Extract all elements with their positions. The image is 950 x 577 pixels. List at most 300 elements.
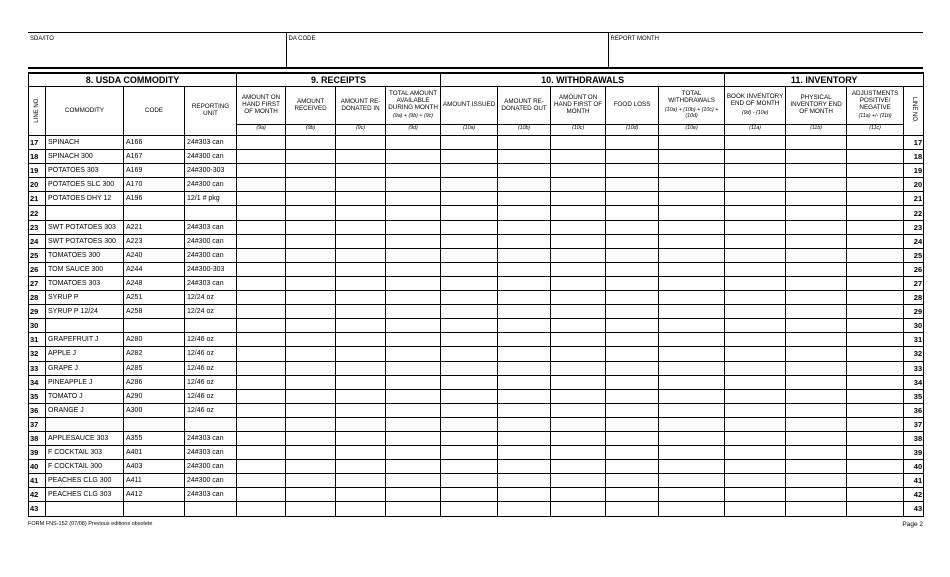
- entry-cell[interactable]: [847, 164, 904, 178]
- entry-cell[interactable]: [847, 431, 904, 445]
- entry-cell[interactable]: [786, 276, 847, 290]
- entry-cell[interactable]: [286, 305, 336, 319]
- entry-cell[interactable]: [237, 389, 286, 403]
- entry-cell[interactable]: [441, 446, 498, 460]
- entry-cell[interactable]: [386, 276, 441, 290]
- entry-cell[interactable]: [606, 136, 659, 150]
- entry-cell[interactable]: [659, 347, 725, 361]
- entry-cell[interactable]: [386, 347, 441, 361]
- entry-cell[interactable]: [386, 474, 441, 488]
- entry-cell[interactable]: [551, 234, 606, 248]
- entry-cell[interactable]: [286, 474, 336, 488]
- entry-cell[interactable]: [725, 234, 786, 248]
- entry-cell[interactable]: [237, 319, 286, 333]
- entry-cell[interactable]: [551, 460, 606, 474]
- entry-cell[interactable]: [551, 417, 606, 431]
- entry-cell[interactable]: [606, 234, 659, 248]
- entry-cell[interactable]: [659, 276, 725, 290]
- entry-cell[interactable]: [725, 150, 786, 164]
- entry-cell[interactable]: [237, 291, 286, 305]
- entry-cell[interactable]: [386, 417, 441, 431]
- entry-cell[interactable]: [786, 220, 847, 234]
- entry-cell[interactable]: [498, 136, 551, 150]
- entry-cell[interactable]: [441, 502, 498, 516]
- entry-cell[interactable]: [386, 220, 441, 234]
- entry-cell[interactable]: [725, 319, 786, 333]
- entry-cell[interactable]: [725, 361, 786, 375]
- entry-cell[interactable]: [386, 150, 441, 164]
- entry-cell[interactable]: [659, 403, 725, 417]
- entry-cell[interactable]: [786, 262, 847, 276]
- entry-cell[interactable]: [336, 403, 386, 417]
- entry-cell[interactable]: [336, 347, 386, 361]
- entry-cell[interactable]: [659, 164, 725, 178]
- entry-cell[interactable]: [286, 333, 336, 347]
- entry-cell[interactable]: [237, 206, 286, 220]
- entry-cell[interactable]: [786, 164, 847, 178]
- entry-cell[interactable]: [336, 262, 386, 276]
- entry-cell[interactable]: [336, 206, 386, 220]
- entry-cell[interactable]: [786, 361, 847, 375]
- entry-cell[interactable]: [336, 291, 386, 305]
- entry-cell[interactable]: [237, 192, 286, 206]
- entry-cell[interactable]: [286, 446, 336, 460]
- entry-cell[interactable]: [386, 460, 441, 474]
- entry-cell[interactable]: [786, 502, 847, 516]
- entry-cell[interactable]: [336, 446, 386, 460]
- entry-cell[interactable]: [659, 192, 725, 206]
- entry-cell[interactable]: [498, 333, 551, 347]
- entry-cell[interactable]: [847, 276, 904, 290]
- entry-cell[interactable]: [725, 178, 786, 192]
- entry-cell[interactable]: [441, 305, 498, 319]
- entry-cell[interactable]: [237, 305, 286, 319]
- entry-cell[interactable]: [786, 347, 847, 361]
- entry-cell[interactable]: [336, 248, 386, 262]
- entry-cell[interactable]: [725, 220, 786, 234]
- entry-cell[interactable]: [847, 319, 904, 333]
- entry-cell[interactable]: [551, 488, 606, 502]
- entry-cell[interactable]: [441, 319, 498, 333]
- entry-cell[interactable]: [386, 375, 441, 389]
- entry-cell[interactable]: [659, 150, 725, 164]
- entry-cell[interactable]: [606, 417, 659, 431]
- entry-cell[interactable]: [659, 488, 725, 502]
- entry-cell[interactable]: [498, 460, 551, 474]
- entry-cell[interactable]: [606, 502, 659, 516]
- entry-cell[interactable]: [725, 136, 786, 150]
- entry-cell[interactable]: [386, 206, 441, 220]
- entry-cell[interactable]: [847, 234, 904, 248]
- entry-cell[interactable]: [551, 319, 606, 333]
- entry-cell[interactable]: [286, 375, 336, 389]
- entry-cell[interactable]: [498, 446, 551, 460]
- entry-cell[interactable]: [725, 192, 786, 206]
- entry-cell[interactable]: [441, 347, 498, 361]
- entry-cell[interactable]: [659, 375, 725, 389]
- entry-cell[interactable]: [551, 403, 606, 417]
- entry-cell[interactable]: [386, 446, 441, 460]
- entry-cell[interactable]: [786, 417, 847, 431]
- entry-cell[interactable]: [286, 136, 336, 150]
- entry-cell[interactable]: [441, 248, 498, 262]
- entry-cell[interactable]: [237, 403, 286, 417]
- entry-cell[interactable]: [847, 220, 904, 234]
- entry-cell[interactable]: [237, 262, 286, 276]
- entry-cell[interactable]: [725, 446, 786, 460]
- entry-cell[interactable]: [498, 220, 551, 234]
- entry-cell[interactable]: [498, 502, 551, 516]
- entry-cell[interactable]: [659, 178, 725, 192]
- entry-cell[interactable]: [606, 192, 659, 206]
- entry-cell[interactable]: [441, 474, 498, 488]
- entry-cell[interactable]: [786, 431, 847, 445]
- entry-cell[interactable]: [498, 262, 551, 276]
- entry-cell[interactable]: [725, 291, 786, 305]
- entry-cell[interactable]: [286, 389, 336, 403]
- entry-cell[interactable]: [237, 234, 286, 248]
- entry-cell[interactable]: [336, 375, 386, 389]
- entry-cell[interactable]: [606, 488, 659, 502]
- entry-cell[interactable]: [441, 220, 498, 234]
- entry-cell[interactable]: [336, 150, 386, 164]
- entry-cell[interactable]: [847, 417, 904, 431]
- entry-cell[interactable]: [606, 333, 659, 347]
- entry-cell[interactable]: [336, 319, 386, 333]
- entry-cell[interactable]: [659, 502, 725, 516]
- entry-cell[interactable]: [786, 446, 847, 460]
- entry-cell[interactable]: [441, 488, 498, 502]
- entry-cell[interactable]: [659, 220, 725, 234]
- entry-cell[interactable]: [659, 248, 725, 262]
- entry-cell[interactable]: [386, 136, 441, 150]
- entry-cell[interactable]: [659, 474, 725, 488]
- entry-cell[interactable]: [725, 347, 786, 361]
- entry-cell[interactable]: [498, 319, 551, 333]
- entry-cell[interactable]: [386, 488, 441, 502]
- entry-cell[interactable]: [498, 417, 551, 431]
- entry-cell[interactable]: [386, 403, 441, 417]
- entry-cell[interactable]: [441, 150, 498, 164]
- entry-cell[interactable]: [551, 276, 606, 290]
- entry-cell[interactable]: [847, 262, 904, 276]
- entry-cell[interactable]: [386, 361, 441, 375]
- entry-cell[interactable]: [441, 361, 498, 375]
- entry-cell[interactable]: [606, 220, 659, 234]
- entry-cell[interactable]: [606, 460, 659, 474]
- entry-cell[interactable]: [786, 150, 847, 164]
- entry-cell[interactable]: [498, 234, 551, 248]
- entry-cell[interactable]: [725, 206, 786, 220]
- entry-cell[interactable]: [386, 178, 441, 192]
- entry-cell[interactable]: [237, 431, 286, 445]
- entry-cell[interactable]: [336, 192, 386, 206]
- entry-cell[interactable]: [237, 446, 286, 460]
- entry-cell[interactable]: [606, 248, 659, 262]
- entry-cell[interactable]: [386, 262, 441, 276]
- entry-cell[interactable]: [847, 389, 904, 403]
- entry-cell[interactable]: [498, 164, 551, 178]
- entry-cell[interactable]: [786, 206, 847, 220]
- entry-cell[interactable]: [237, 178, 286, 192]
- entry-cell[interactable]: [237, 150, 286, 164]
- entry-cell[interactable]: [551, 178, 606, 192]
- entry-cell[interactable]: [659, 262, 725, 276]
- entry-cell[interactable]: [386, 319, 441, 333]
- entry-cell[interactable]: [237, 375, 286, 389]
- entry-cell[interactable]: [786, 474, 847, 488]
- entry-cell[interactable]: [725, 262, 786, 276]
- entry-cell[interactable]: [659, 333, 725, 347]
- entry-cell[interactable]: [498, 347, 551, 361]
- entry-cell[interactable]: [551, 262, 606, 276]
- entry-cell[interactable]: [498, 389, 551, 403]
- entry-cell[interactable]: [725, 333, 786, 347]
- entry-cell[interactable]: [659, 136, 725, 150]
- entry-cell[interactable]: [336, 276, 386, 290]
- entry-cell[interactable]: [336, 136, 386, 150]
- entry-cell[interactable]: [237, 361, 286, 375]
- entry-cell[interactable]: [725, 502, 786, 516]
- entry-cell[interactable]: [336, 178, 386, 192]
- entry-cell[interactable]: [441, 389, 498, 403]
- entry-cell[interactable]: [551, 291, 606, 305]
- entry-cell[interactable]: [847, 136, 904, 150]
- entry-cell[interactable]: [551, 150, 606, 164]
- entry-cell[interactable]: [786, 389, 847, 403]
- entry-cell[interactable]: [498, 178, 551, 192]
- entry-cell[interactable]: [786, 291, 847, 305]
- entry-cell[interactable]: [786, 234, 847, 248]
- entry-cell[interactable]: [237, 474, 286, 488]
- entry-cell[interactable]: [286, 206, 336, 220]
- entry-cell[interactable]: [286, 234, 336, 248]
- entry-cell[interactable]: [847, 248, 904, 262]
- entry-cell[interactable]: [847, 178, 904, 192]
- entry-cell[interactable]: [659, 361, 725, 375]
- entry-cell[interactable]: [286, 262, 336, 276]
- entry-cell[interactable]: [286, 276, 336, 290]
- entry-cell[interactable]: [606, 389, 659, 403]
- entry-cell[interactable]: [237, 488, 286, 502]
- entry-cell[interactable]: [286, 361, 336, 375]
- entry-cell[interactable]: [847, 361, 904, 375]
- entry-cell[interactable]: [336, 474, 386, 488]
- entry-cell[interactable]: [441, 136, 498, 150]
- da-code-field[interactable]: [286, 33, 608, 69]
- entry-cell[interactable]: [336, 234, 386, 248]
- entry-cell[interactable]: [551, 220, 606, 234]
- entry-cell[interactable]: [441, 178, 498, 192]
- entry-cell[interactable]: [498, 150, 551, 164]
- entry-cell[interactable]: [551, 305, 606, 319]
- entry-cell[interactable]: [336, 431, 386, 445]
- entry-cell[interactable]: [725, 417, 786, 431]
- entry-cell[interactable]: [441, 234, 498, 248]
- entry-cell[interactable]: [659, 206, 725, 220]
- entry-cell[interactable]: [786, 248, 847, 262]
- entry-cell[interactable]: [551, 248, 606, 262]
- entry-cell[interactable]: [659, 417, 725, 431]
- entry-cell[interactable]: [498, 375, 551, 389]
- entry-cell[interactable]: [498, 248, 551, 262]
- entry-cell[interactable]: [847, 333, 904, 347]
- entry-cell[interactable]: [551, 375, 606, 389]
- entry-cell[interactable]: [336, 164, 386, 178]
- entry-cell[interactable]: [786, 319, 847, 333]
- entry-cell[interactable]: [237, 164, 286, 178]
- entry-cell[interactable]: [786, 488, 847, 502]
- entry-cell[interactable]: [498, 474, 551, 488]
- entry-cell[interactable]: [551, 192, 606, 206]
- entry-cell[interactable]: [441, 403, 498, 417]
- entry-cell[interactable]: [237, 136, 286, 150]
- entry-cell[interactable]: [237, 276, 286, 290]
- entry-cell[interactable]: [847, 150, 904, 164]
- entry-cell[interactable]: [725, 375, 786, 389]
- entry-cell[interactable]: [386, 192, 441, 206]
- entry-cell[interactable]: [441, 333, 498, 347]
- entry-cell[interactable]: [725, 389, 786, 403]
- entry-cell[interactable]: [606, 319, 659, 333]
- entry-cell[interactable]: [606, 347, 659, 361]
- entry-cell[interactable]: [606, 375, 659, 389]
- entry-cell[interactable]: [498, 276, 551, 290]
- entry-cell[interactable]: [336, 305, 386, 319]
- entry-cell[interactable]: [847, 375, 904, 389]
- entry-cell[interactable]: [441, 164, 498, 178]
- entry-cell[interactable]: [725, 276, 786, 290]
- entry-cell[interactable]: [847, 305, 904, 319]
- entry-cell[interactable]: [237, 333, 286, 347]
- entry-cell[interactable]: [725, 403, 786, 417]
- entry-cell[interactable]: [551, 502, 606, 516]
- entry-cell[interactable]: [847, 291, 904, 305]
- entry-cell[interactable]: [498, 291, 551, 305]
- entry-cell[interactable]: [286, 347, 336, 361]
- entry-cell[interactable]: [441, 431, 498, 445]
- entry-cell[interactable]: [659, 305, 725, 319]
- entry-cell[interactable]: [386, 291, 441, 305]
- entry-cell[interactable]: [847, 474, 904, 488]
- entry-cell[interactable]: [786, 460, 847, 474]
- entry-cell[interactable]: [386, 502, 441, 516]
- entry-cell[interactable]: [441, 291, 498, 305]
- entry-cell[interactable]: [336, 488, 386, 502]
- entry-cell[interactable]: [386, 234, 441, 248]
- entry-cell[interactable]: [441, 375, 498, 389]
- entry-cell[interactable]: [847, 488, 904, 502]
- entry-cell[interactable]: [237, 220, 286, 234]
- entry-cell[interactable]: [659, 431, 725, 445]
- entry-cell[interactable]: [725, 431, 786, 445]
- entry-cell[interactable]: [606, 276, 659, 290]
- entry-cell[interactable]: [441, 417, 498, 431]
- entry-cell[interactable]: [725, 488, 786, 502]
- entry-cell[interactable]: [286, 403, 336, 417]
- entry-cell[interactable]: [786, 192, 847, 206]
- entry-cell[interactable]: [286, 460, 336, 474]
- entry-cell[interactable]: [551, 389, 606, 403]
- entry-cell[interactable]: [441, 206, 498, 220]
- entry-cell[interactable]: [286, 150, 336, 164]
- entry-cell[interactable]: [237, 502, 286, 516]
- entry-cell[interactable]: [606, 305, 659, 319]
- entry-cell[interactable]: [498, 192, 551, 206]
- entry-cell[interactable]: [286, 220, 336, 234]
- entry-cell[interactable]: [237, 347, 286, 361]
- sda-ito-field[interactable]: [28, 33, 286, 69]
- entry-cell[interactable]: [786, 178, 847, 192]
- entry-cell[interactable]: [725, 164, 786, 178]
- entry-cell[interactable]: [606, 206, 659, 220]
- entry-cell[interactable]: [551, 446, 606, 460]
- entry-cell[interactable]: [551, 431, 606, 445]
- entry-cell[interactable]: [336, 361, 386, 375]
- entry-cell[interactable]: [606, 403, 659, 417]
- entry-cell[interactable]: [725, 305, 786, 319]
- entry-cell[interactable]: [725, 460, 786, 474]
- entry-cell[interactable]: [786, 136, 847, 150]
- entry-cell[interactable]: [786, 375, 847, 389]
- entry-cell[interactable]: [286, 488, 336, 502]
- entry-cell[interactable]: [606, 474, 659, 488]
- entry-cell[interactable]: [786, 333, 847, 347]
- entry-cell[interactable]: [659, 446, 725, 460]
- entry-cell[interactable]: [847, 206, 904, 220]
- entry-cell[interactable]: [847, 502, 904, 516]
- entry-cell[interactable]: [847, 192, 904, 206]
- entry-cell[interactable]: [498, 488, 551, 502]
- report-month-field[interactable]: [608, 33, 923, 69]
- entry-cell[interactable]: [847, 347, 904, 361]
- entry-cell[interactable]: [551, 206, 606, 220]
- entry-cell[interactable]: [606, 291, 659, 305]
- entry-cell[interactable]: [659, 460, 725, 474]
- entry-cell[interactable]: [786, 305, 847, 319]
- entry-cell[interactable]: [336, 502, 386, 516]
- entry-cell[interactable]: [286, 417, 336, 431]
- entry-cell[interactable]: [336, 389, 386, 403]
- entry-cell[interactable]: [336, 220, 386, 234]
- entry-cell[interactable]: [606, 446, 659, 460]
- entry-cell[interactable]: [659, 291, 725, 305]
- entry-cell[interactable]: [336, 417, 386, 431]
- entry-cell[interactable]: [286, 291, 336, 305]
- entry-cell[interactable]: [606, 431, 659, 445]
- entry-cell[interactable]: [286, 431, 336, 445]
- entry-cell[interactable]: [498, 403, 551, 417]
- entry-cell[interactable]: [386, 389, 441, 403]
- entry-cell[interactable]: [498, 206, 551, 220]
- entry-cell[interactable]: [498, 361, 551, 375]
- entry-cell[interactable]: [441, 276, 498, 290]
- entry-cell[interactable]: [551, 333, 606, 347]
- entry-cell[interactable]: [237, 460, 286, 474]
- entry-cell[interactable]: [606, 164, 659, 178]
- entry-cell[interactable]: [498, 305, 551, 319]
- entry-cell[interactable]: [551, 164, 606, 178]
- entry-cell[interactable]: [336, 460, 386, 474]
- entry-cell[interactable]: [606, 361, 659, 375]
- entry-cell[interactable]: [847, 403, 904, 417]
- entry-cell[interactable]: [441, 460, 498, 474]
- entry-cell[interactable]: [386, 333, 441, 347]
- entry-cell[interactable]: [386, 164, 441, 178]
- entry-cell[interactable]: [237, 248, 286, 262]
- entry-cell[interactable]: [606, 262, 659, 276]
- entry-cell[interactable]: [386, 431, 441, 445]
